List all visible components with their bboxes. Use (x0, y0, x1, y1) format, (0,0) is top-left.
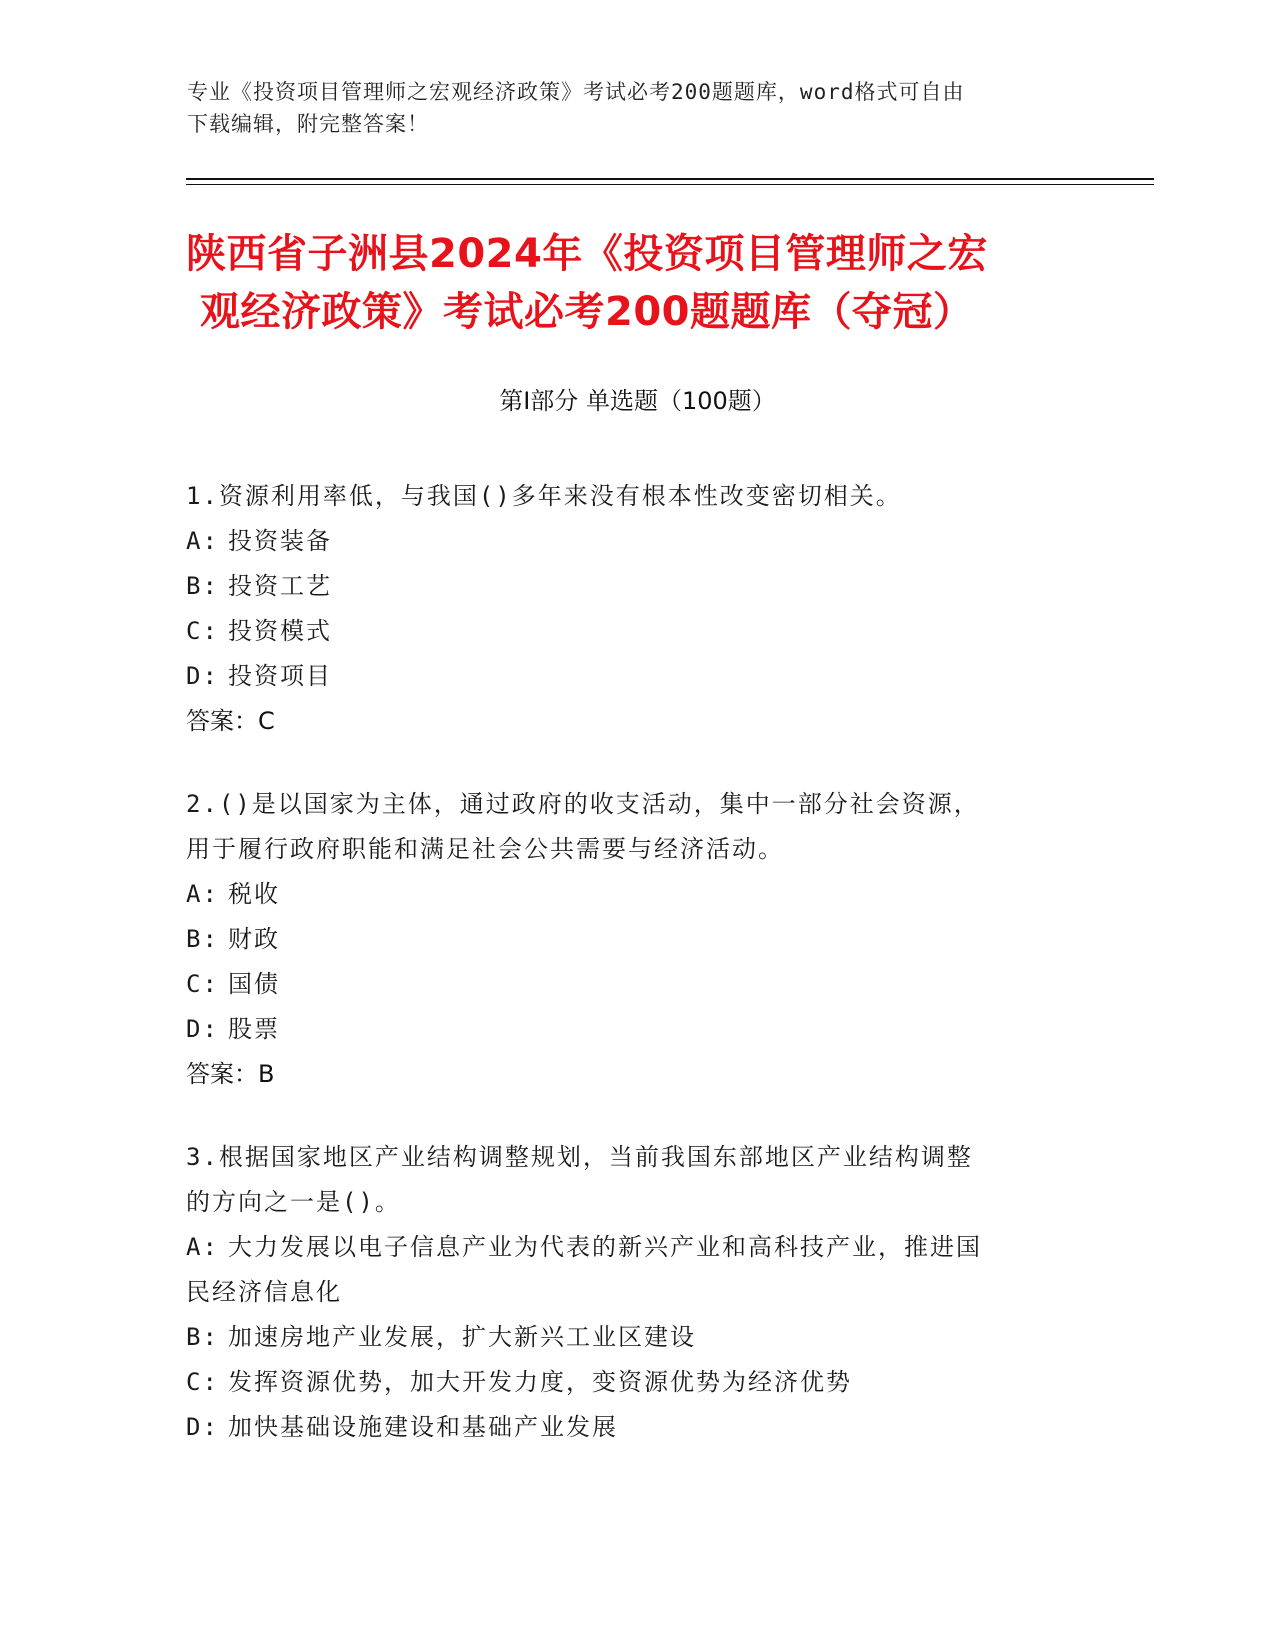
document-title-line-2: 观经济政策》考试必考200题题库（夺冠） (200, 289, 974, 335)
option-b (186, 564, 1086, 609)
option-text: 投资工艺 (228, 572, 332, 600)
option-b (186, 917, 1086, 962)
option-text: 税收 (228, 880, 280, 908)
option-d (186, 1007, 1086, 1052)
option-c (186, 609, 1086, 654)
option-text: 财政 (228, 925, 280, 953)
header-note-line-2: 下载编辑，附完整答案！ (187, 112, 429, 136)
question-stem: 3.根据国家地区产业结构调整规划，当前我国东部地区产业结构调整 (186, 1143, 973, 1171)
option-key: C: (186, 1368, 219, 1396)
option-text: 加快基础设施建设和基础产业发展 (228, 1413, 618, 1441)
option-text: 投资装备 (228, 527, 332, 555)
header-note-line-1: 专业《投资项目管理师之宏观经济政策》考试必考200题题库，word格式可自由 (187, 80, 965, 104)
option-text: 民经济信息化 (186, 1278, 342, 1306)
header-note (187, 76, 1087, 140)
question-stem-continued: 的方向之一是()。 (186, 1188, 401, 1216)
answer: 答案：C (186, 707, 275, 735)
option-text: 投资模式 (228, 617, 332, 645)
answer: 答案：B (186, 1060, 275, 1088)
option-text: 股票 (228, 1015, 280, 1043)
option-text: 加速房地产业发展，扩大新兴工业区建设 (228, 1323, 696, 1351)
question-1 (186, 474, 1086, 744)
option-key: D: (186, 1015, 219, 1043)
option-c (186, 1360, 1086, 1405)
option-a (186, 872, 1086, 917)
option-a (186, 519, 1086, 564)
option-key: A: (186, 527, 219, 555)
option-key: D: (186, 662, 219, 690)
option-key: B: (186, 1323, 219, 1351)
document-title (186, 225, 1086, 341)
option-d (186, 654, 1086, 699)
question-2 (186, 782, 1086, 1097)
document-title-line-1: 陕西省子洲县2024年《投资项目管理师之宏 (186, 231, 988, 277)
option-text: 发挥资源优势，加大开发力度，变资源优势为经济优势 (228, 1368, 852, 1396)
question-stem-continued: 用于履行政府职能和满足社会公共需要与经济活动。 (186, 835, 784, 863)
question-stem: 1.资源利用率低，与我国()多年来没有根本性改变密切相关。 (186, 482, 902, 510)
section-title: 第Ⅰ部分 单选题（100题） (499, 387, 776, 415)
question-list (186, 474, 1086, 1488)
option-c (186, 962, 1086, 1007)
question-stem: 2.()是以国家为主体，通过政府的收支活动，集中一部分社会资源， (186, 790, 980, 818)
option-a-continued (186, 1270, 1086, 1315)
option-key: C: (186, 617, 219, 645)
option-key: A: (186, 880, 219, 908)
header-rule-thin (186, 184, 1154, 185)
option-key: C: (186, 970, 219, 998)
option-d (186, 1405, 1086, 1450)
option-text: 大力发展以电子信息产业为代表的新兴产业和高科技产业，推进国 (228, 1233, 982, 1261)
option-key: B: (186, 925, 219, 953)
question-3 (186, 1135, 1086, 1450)
option-key: B: (186, 572, 219, 600)
option-key: D: (186, 1413, 219, 1441)
option-a (186, 1225, 1086, 1270)
option-key: A: (186, 1233, 219, 1261)
option-b (186, 1315, 1086, 1360)
header-rule-thick (186, 178, 1154, 180)
option-text: 国债 (228, 970, 280, 998)
option-text: 投资项目 (228, 662, 332, 690)
